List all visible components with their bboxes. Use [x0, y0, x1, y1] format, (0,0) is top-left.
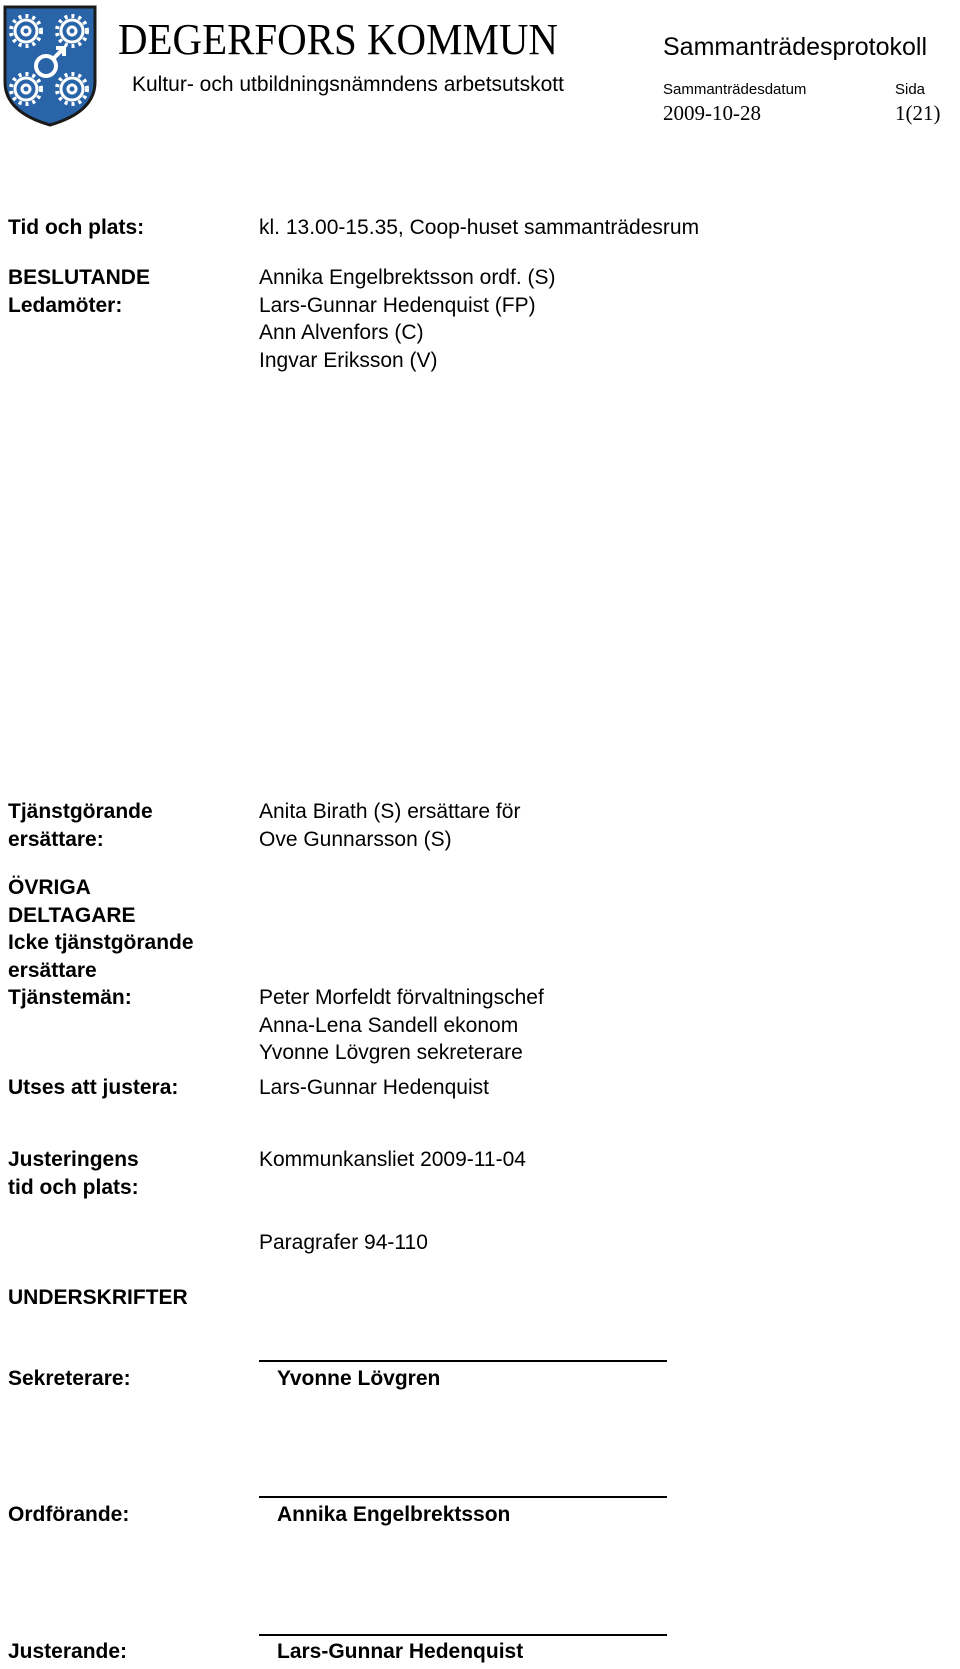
time-place-label: Tid och plats: [8, 216, 145, 239]
chair-label: Ordförande: [8, 1503, 130, 1526]
others-label: ÖVRIGA DELTAGARE Icke tjänstgörande ersättare Tjänstemän: [8, 876, 194, 1009]
deciding-label: BESLUTANDE Ledamöter: [8, 266, 150, 317]
list-item: Lars-Gunnar Hedenquist (FP) [259, 293, 536, 317]
adjuster-label: Utses att justera: [8, 1076, 179, 1099]
secretary-label: Sekreterare: [8, 1367, 131, 1390]
secretary-name: Yvonne Lövgren [277, 1367, 441, 1390]
meeting-date: 2009-10-28 [663, 101, 761, 125]
chair-name: Annika Engelbrektsson [277, 1503, 511, 1526]
list-item: Anna-Lena Sandell ekonom [259, 1013, 519, 1037]
page-label: Sida [895, 81, 926, 98]
committee-name: Kultur- och utbildningsnämndens arbetsutskott [132, 73, 564, 96]
signatures-heading: UNDERSKRIFTER [8, 1286, 188, 1309]
date-label: Sammanträdesdatum [663, 81, 807, 98]
adjuster-sign-label: Justerande: [8, 1640, 128, 1663]
municipality-name: DEGERFORS KOMMUN [118, 15, 558, 64]
chair-signature-line [259, 1496, 667, 1498]
list-item: Annika Engelbrektsson ordf. (S) [259, 266, 556, 289]
adjuster-sign-name: Lars-Gunnar Hedenquist [277, 1640, 524, 1663]
adjuster-value: Lars-Gunnar Hedenquist [259, 1076, 489, 1099]
list-item: Ann Alvenfors (C) [259, 321, 424, 344]
adjuster-signature-line [259, 1634, 667, 1636]
time-place-value: kl. 13.00-15.35, Coop-huset sammanträdesrum [259, 216, 700, 239]
members-list [259, 264, 555, 374]
list-item: Anita Birath (S) ersättare för [259, 800, 521, 823]
list-item: Yvonne Lövgren sekreterare [259, 1041, 523, 1064]
list-item: Peter Morfeldt förvaltningschef [259, 986, 544, 1009]
list-item: Ove Gunnarsson (S) [259, 827, 452, 851]
officials-list [259, 984, 544, 1067]
list-item: Ingvar Eriksson (V) [259, 348, 438, 372]
secretary-signature-line [259, 1360, 667, 1362]
document-type: Sammanträdesprotokoll [663, 33, 928, 61]
adjust-time-value: Kommunkansliet 2009-11-04 [259, 1148, 526, 1171]
substitutes-list [259, 798, 520, 853]
adjust-time-label: Justeringens tid och plats: [8, 1148, 139, 1199]
coat-of-arms-icon [2, 4, 98, 128]
paragraphs: Paragrafer 94-110 [259, 1231, 428, 1254]
substitutes-label: Tjänstgörande ersättare: [8, 800, 153, 851]
page-number: 1(21) [895, 101, 941, 125]
